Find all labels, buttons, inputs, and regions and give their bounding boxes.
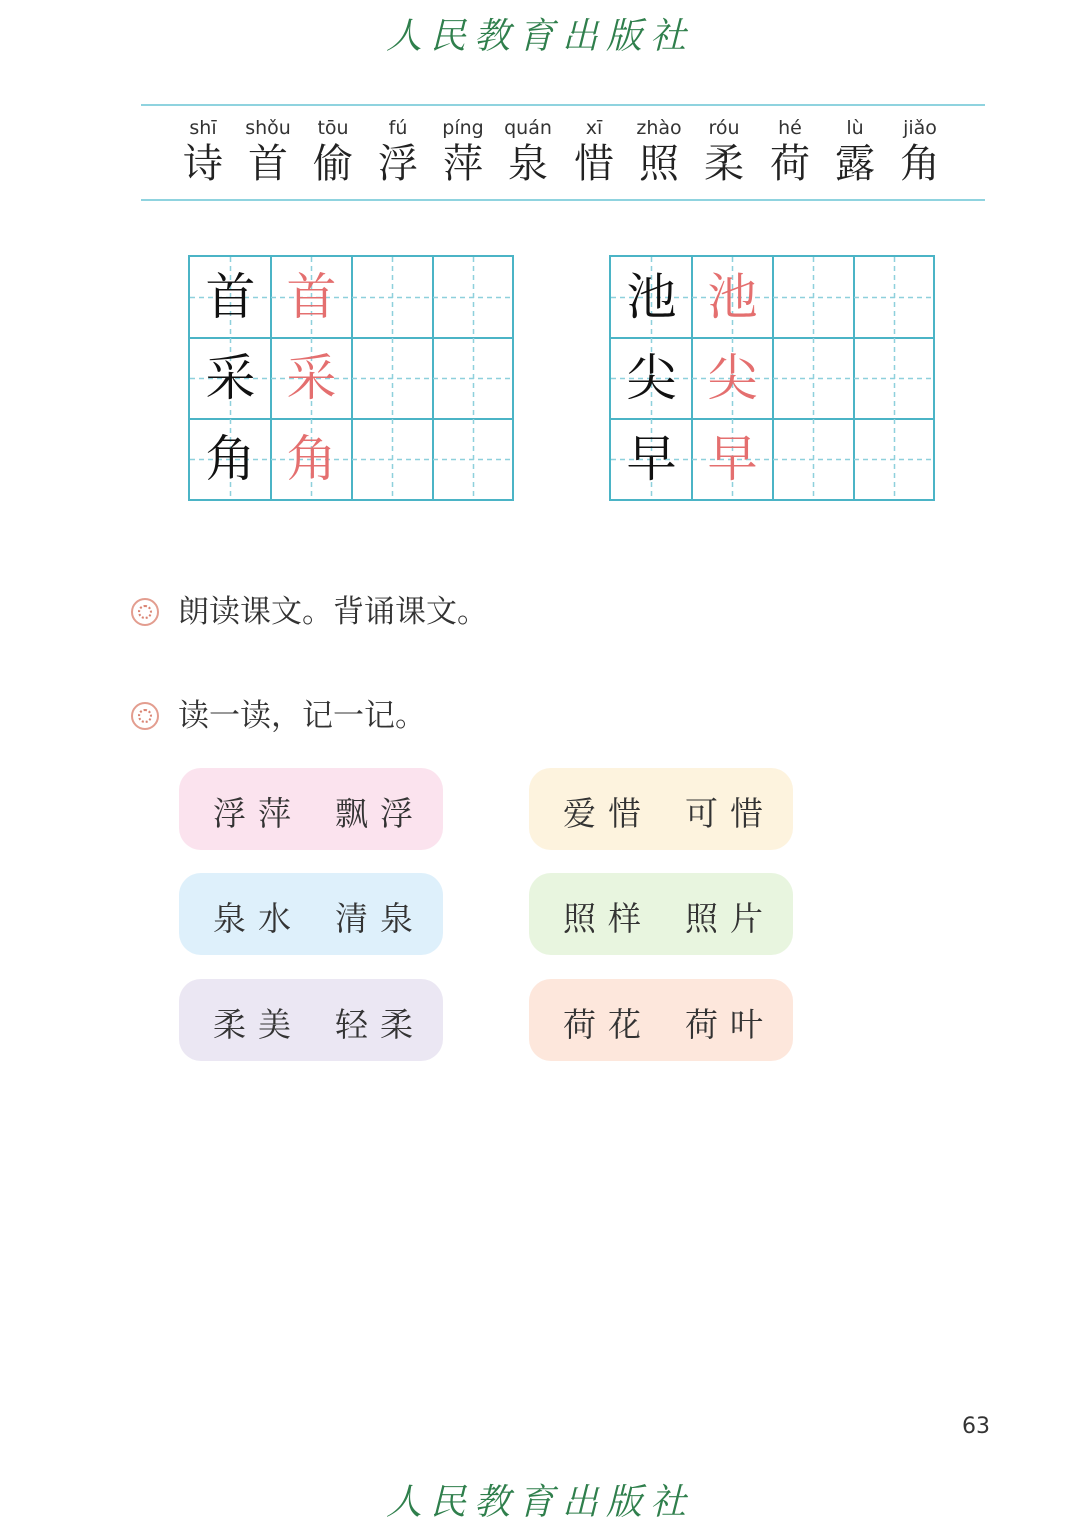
vocab-item (760, 106, 820, 186)
vocab-item (498, 106, 558, 186)
hanzi: 荷 (770, 141, 810, 187)
word-pair-card (179, 768, 443, 850)
writing-grid-left (188, 255, 514, 501)
pinyin: jiǎo (903, 117, 937, 139)
pinyin: píng (442, 117, 484, 139)
hanzi: 照 (639, 141, 679, 187)
vocab-item (825, 106, 885, 186)
hanzi: 浮 (378, 141, 418, 187)
grid-char-trace: 池 (707, 268, 758, 326)
vocab-item (890, 106, 950, 186)
vocab-item (629, 106, 689, 186)
pinyin: shī (189, 117, 217, 139)
grid-char: 采 (205, 349, 256, 407)
word-pair-card (179, 979, 443, 1061)
grid-char-trace: 早 (707, 430, 758, 488)
word: 浮萍 (213, 794, 303, 833)
word: 柔美 (213, 1005, 303, 1044)
pinyin: tōu (317, 117, 349, 139)
word-pair-card (529, 768, 793, 850)
grid-char-trace: 尖 (707, 349, 758, 407)
instruction-text: 朗读课文。背诵课文。 (178, 594, 488, 630)
grid-char: 池 (626, 268, 677, 326)
vocab-item (173, 106, 233, 186)
pinyin: quán (504, 117, 552, 139)
publisher-watermark-bottom: 人民教育出版社 (385, 1482, 694, 1523)
pinyin: xī (585, 117, 603, 139)
word: 泉水 (213, 899, 303, 938)
hanzi: 柔 (704, 141, 744, 187)
word: 清泉 (335, 899, 425, 938)
pinyin: lù (846, 117, 864, 139)
word: 照片 (685, 899, 775, 938)
writing-grid-right (609, 255, 935, 501)
hanzi: 露 (835, 141, 875, 187)
hanzi: 萍 (443, 141, 483, 187)
word: 荷叶 (685, 1005, 775, 1044)
vocabulary-band (141, 104, 985, 201)
grid-char: 尖 (626, 349, 677, 407)
page-number: 63 (962, 1414, 990, 1439)
hanzi: 角 (900, 141, 940, 187)
grid-char-trace: 首 (286, 268, 337, 326)
word-pair-card (179, 873, 443, 955)
bullet-icon (131, 702, 159, 730)
hanzi: 泉 (508, 141, 548, 187)
grid-char-trace: 采 (286, 349, 337, 407)
hanzi: 诗 (183, 141, 223, 187)
pinyin: fú (388, 117, 408, 139)
pinyin: shǒu (245, 117, 291, 139)
publisher-watermark-top: 人民教育出版社 (385, 16, 694, 57)
vocab-item (368, 106, 428, 186)
pinyin: zhào (636, 117, 682, 139)
word-pair-card (529, 873, 793, 955)
hanzi: 惜 (574, 141, 614, 187)
word-pair-card (529, 979, 793, 1061)
pinyin: hé (778, 117, 802, 139)
vocab-item (694, 106, 754, 186)
grid-char: 早 (626, 430, 677, 488)
vocab-item (433, 106, 493, 186)
pinyin: róu (708, 117, 740, 139)
word: 轻柔 (335, 1005, 425, 1044)
word: 可惜 (685, 794, 775, 833)
vocab-item (564, 106, 624, 186)
vocab-item (238, 106, 298, 186)
grid-char-trace: 角 (286, 430, 337, 488)
word: 照样 (563, 899, 653, 938)
grid-char: 角 (205, 430, 256, 488)
hanzi: 首 (248, 141, 288, 187)
grid-char: 首 (205, 268, 256, 326)
instruction-text: 读一读，记一记。 (178, 698, 426, 734)
word: 飘浮 (335, 794, 425, 833)
hanzi: 偷 (313, 141, 353, 187)
vocab-item (303, 106, 363, 186)
word: 爱惜 (563, 794, 653, 833)
word: 荷花 (563, 1005, 653, 1044)
bullet-icon (131, 598, 159, 626)
